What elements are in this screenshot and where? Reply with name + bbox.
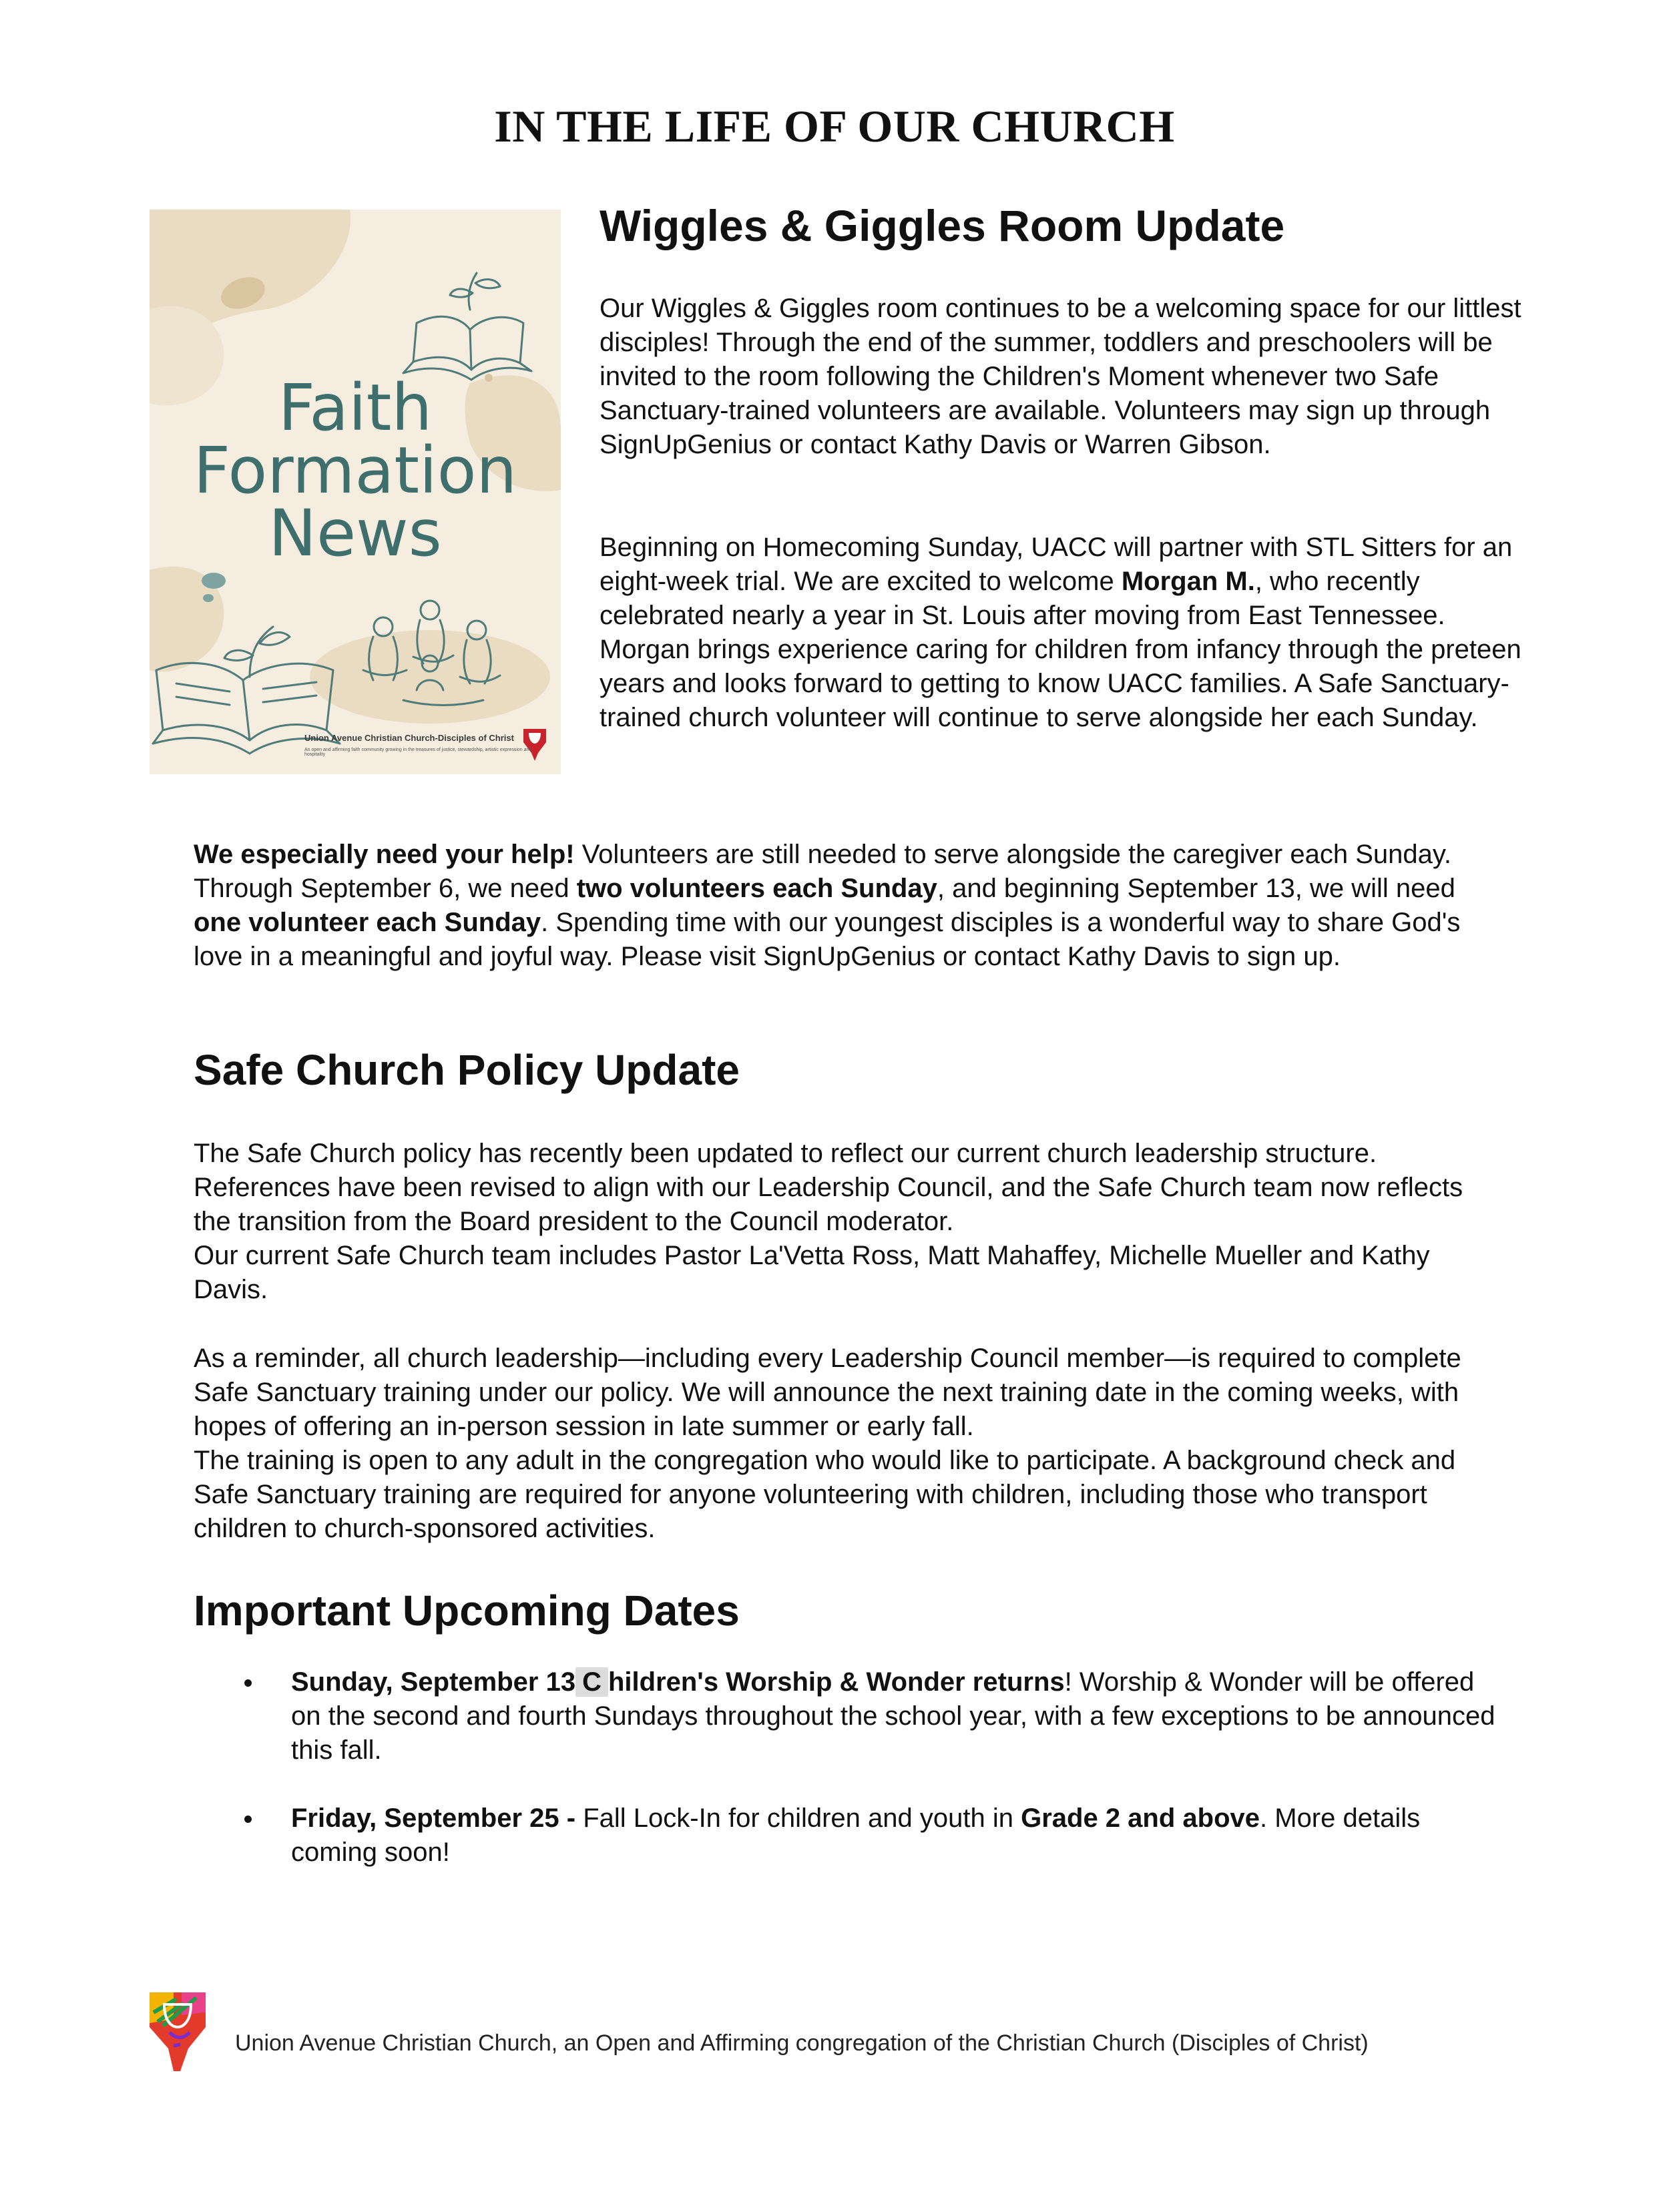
wiggles-paragraph-1: Our Wiggles & Giggles room continues to be a welcoming space for our littlest disciples! Through the end of the summer, toddlers and preschoolers will be invited to the room following the Children's Moment whenever two Safe Sanctuary-trained volunteers are available. Volunteers may sign up through SignUpGenius or contact Kathy Davis or Warren Gibson.	[600, 294, 1521, 459]
poster-org-name: Union Avenue Christian Church-Disciples of Christ	[304, 733, 514, 743]
church-chalice-logo	[150, 1992, 206, 2071]
list-item: Friday, September 25 - Fall Lock-In for children and youth in Grade 2 and above. More details coming soon!	[194, 1802, 1502, 1870]
poster-title: Faith Formation News	[193, 370, 517, 571]
safe-church-paragraph-2: As a reminder, all church leadership—including every Leadership Council member—is required to complete Safe Sanctuary training under our policy. We will announce the next training date in the coming weeks, with hopes of offering an in-person session in late summer or early fall. The training is open to any adult in the congregation who would like to participate. A background check and Safe Sanctuary training are required for anyone volunteering with children, including those who transport children to church-sponsored activities.	[194, 1344, 1461, 1543]
faith-formation-poster	[150, 210, 561, 774]
page-title: IN THE LIFE OF OUR CHURCH	[494, 101, 1175, 152]
dates-list	[194, 1665, 1502, 1904]
wiggles-paragraph-2: Beginning on Homecoming Sunday, UACC will partner with STL Sitters for an eight-week trial. We are excited to welcome Morgan M., who recently celebrated nearly a year in St. Louis after moving from East Tennessee. Morgan brings experience caring for children from infancy through the preteen years and looks forward to getting to know UACC families. A Safe Sanctuary-trained church volunteer will continue to serve alongside her each Sunday.	[600, 533, 1521, 732]
wiggles-heading: Wiggles & Giggles Room Update	[600, 201, 1285, 250]
list-item: Sunday, September 13 C hildren's Worship & Wonder returns! Worship & Wonder will be offered on the second and fourth Sundays throughout the school year, with a few exceptions to be announced this fall.	[194, 1665, 1502, 1767]
dates-heading: Important Upcoming Dates	[194, 1587, 740, 1635]
poster-tagline: An open and affirming faith community growing in the treasures of justice, stewardship, artistic expression and hospitality	[304, 748, 532, 757]
footer-text: Union Avenue Christian Church, an Open and Affirming congregation of the Christian Church (Disciples of Christ)	[235, 2030, 1369, 2056]
safe-church-paragraph-1: The Safe Church policy has recently been updated to reflect our current church leadership structure. References have been revised to align with our Leadership Council, and the Safe Church team now reflects the transition from the Board president to the Council moderator. Our current Safe Church team includes Pastor La'Vetta Ross, Matt Mahaffey, Michelle Mueller and Kathy Davis.	[194, 1139, 1463, 1304]
safe-church-heading: Safe Church Policy Update	[194, 1046, 740, 1094]
wiggles-paragraph-3: We especially need your help! Volunteers are still needed to serve alongside the caregiver each Sunday. Through September 6, we need two volunteers each Sunday, and beginning September 13, we will need one volunteer each Sunday. Spending time with our youngest disciples is a wonderful way to share God's love in a meaningful and joyful way. Please visit SignUpGenius or contact Kathy Davis to sign up.	[194, 840, 1461, 971]
